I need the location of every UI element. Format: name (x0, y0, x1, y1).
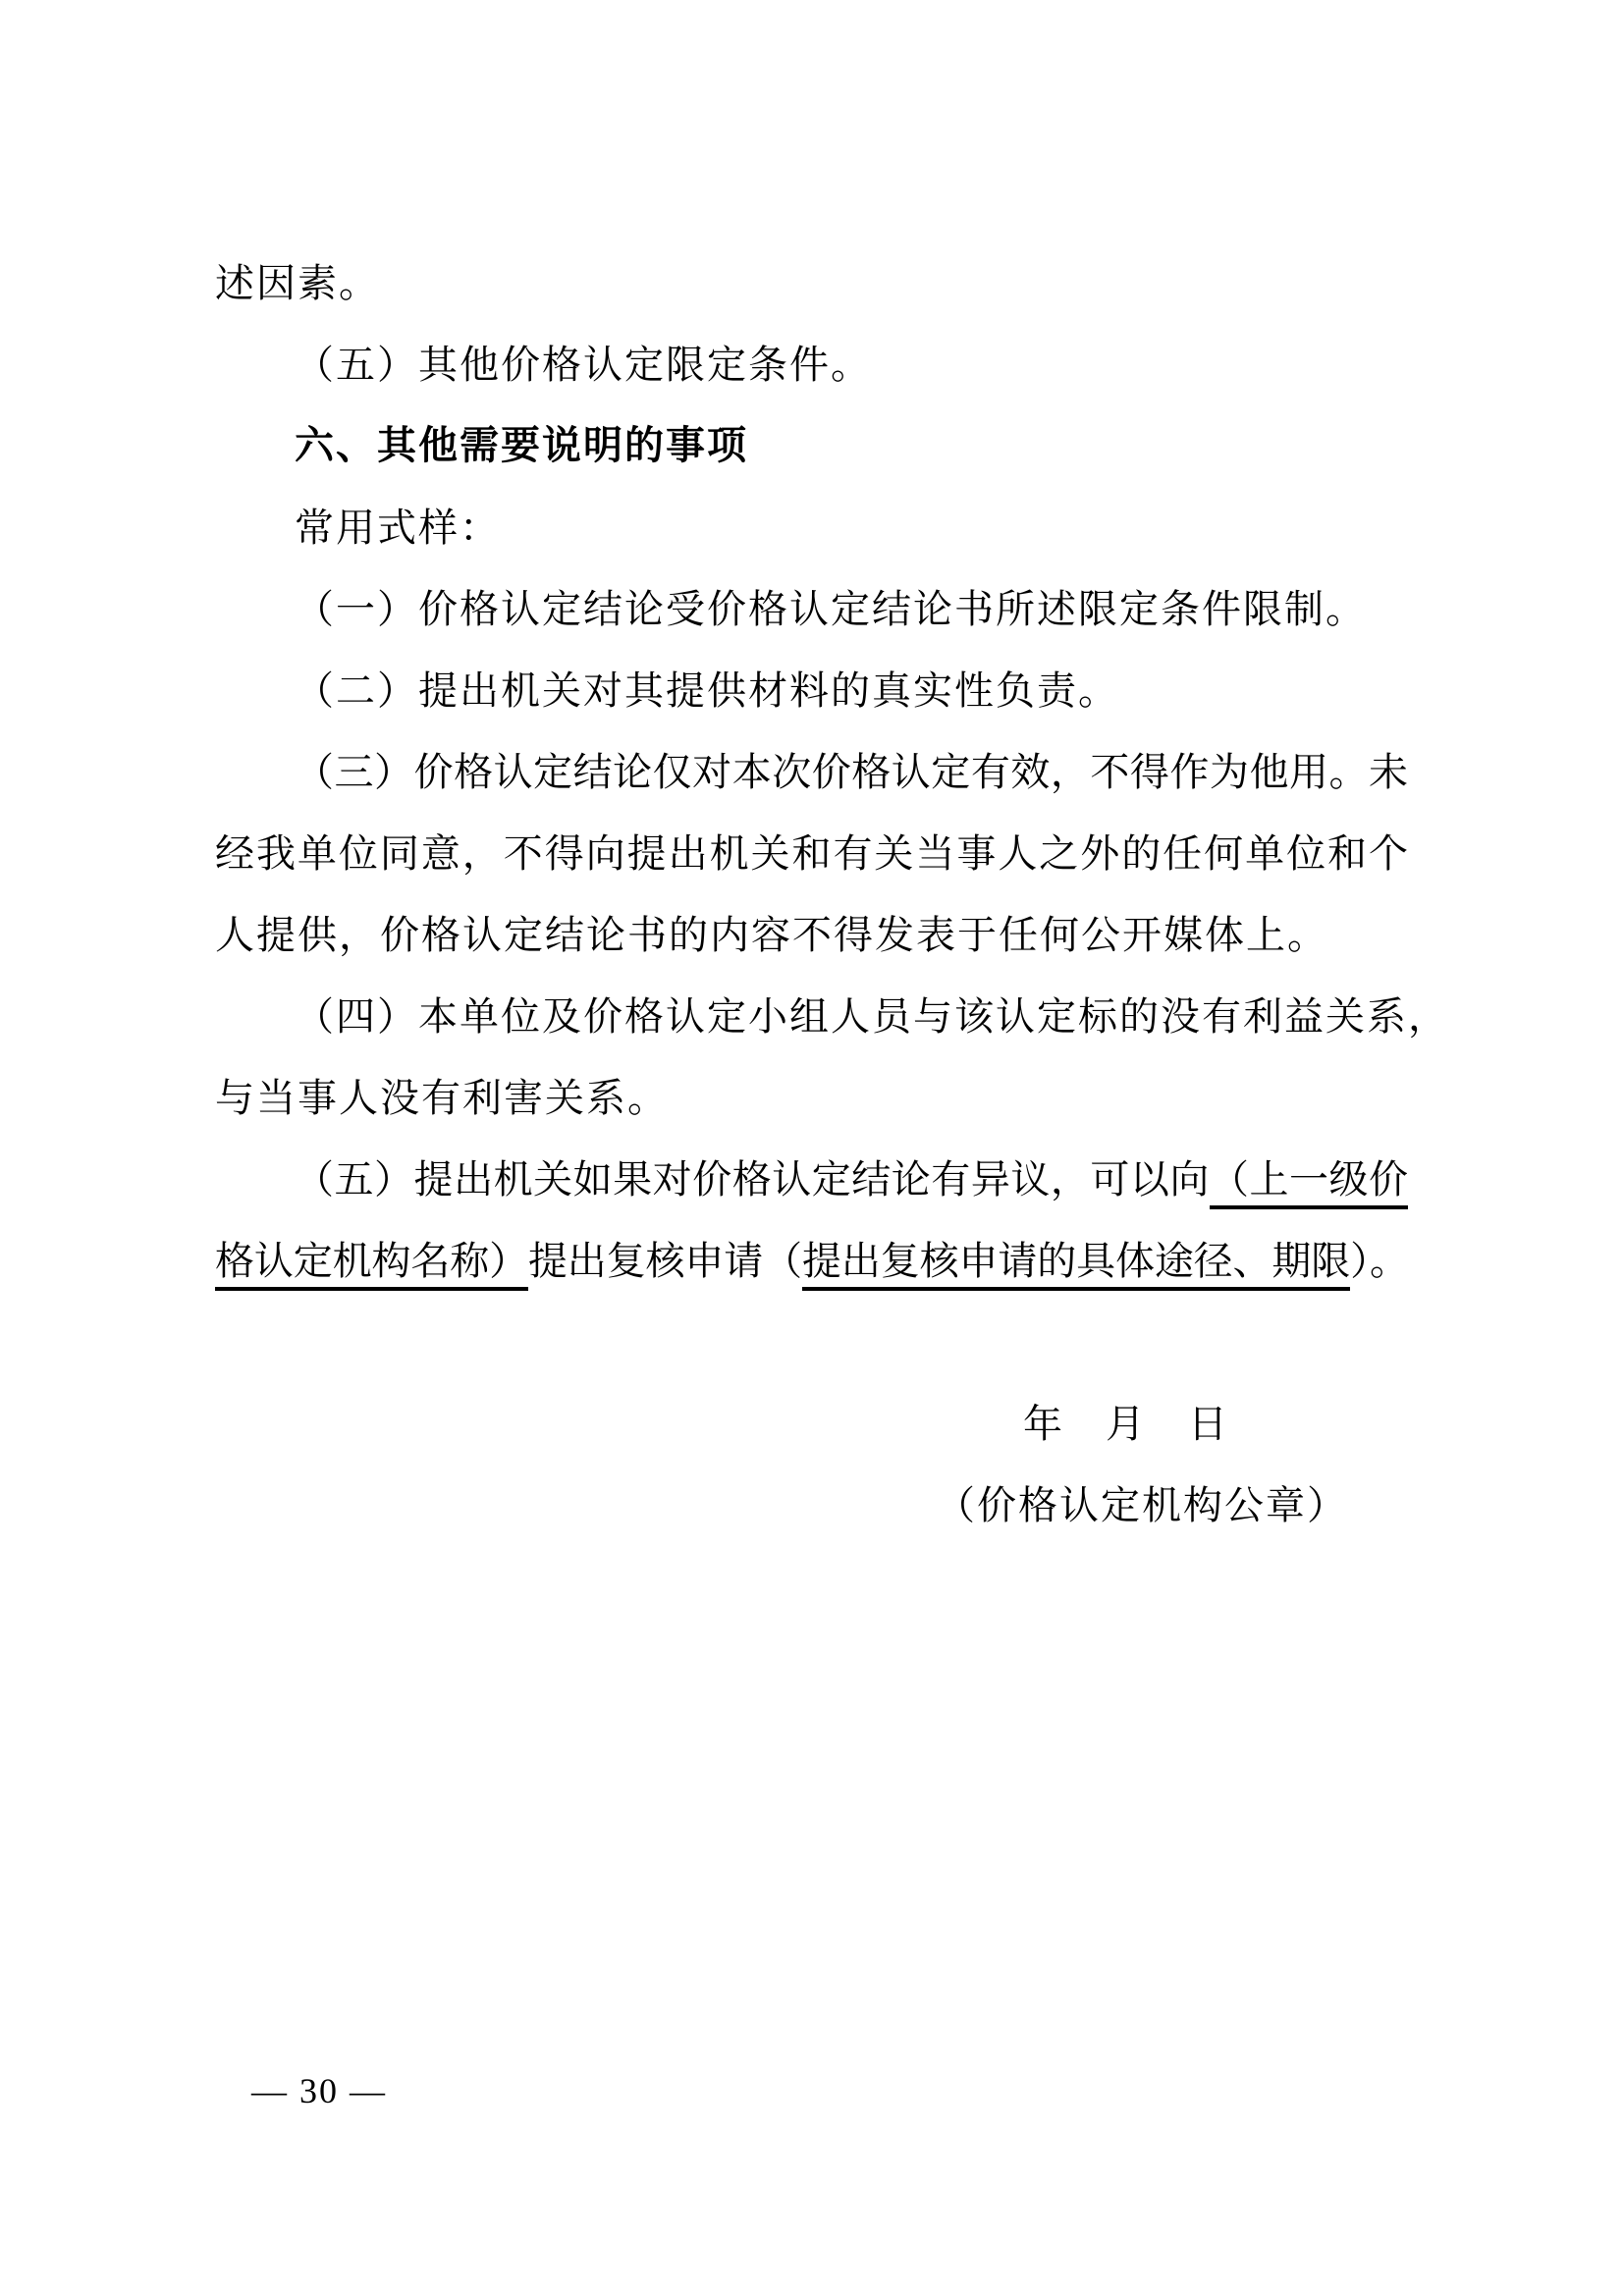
underlined-fill-in-text: 格认定机构名称） (215, 1239, 528, 1291)
text-line (215, 568, 1408, 650)
underlined-fill-in-text: 提出复核申请的具体途径、期限 (802, 1239, 1350, 1291)
text-segment: 与当事人没有利害关系。 (215, 1076, 669, 1120)
page-number: — 30 — (251, 2071, 387, 2110)
section-heading (215, 405, 1408, 487)
text-segment: 六、其他需要说明的事项 (295, 424, 748, 467)
text-segment: ）。 (1350, 1239, 1409, 1283)
signature-seal-line: （价格认定机构公章） (936, 1483, 1348, 1527)
underlined-fill-in-text: （上一级价 (1210, 1157, 1408, 1209)
text-segment: 人提供，价格认定结论书的内容不得发表于任何公开媒体上。 (215, 913, 1328, 957)
text-line (215, 1220, 1408, 1302)
text-segment: 提出复核申请（ (527, 1239, 803, 1283)
text-segment: （二）提出机关对其提供材料的真实性负责。 (295, 668, 1119, 713)
text-line (215, 650, 1408, 731)
text-segment: （四）本单位及价格认定小组人员与该认定标的没有利益关系， (295, 994, 1449, 1039)
document-body (215, 242, 1449, 1546)
text-segment: 述因素。 (215, 261, 380, 305)
text-segment: （三）价格认定结论仅对本次价格认定有效，不得作为他用。未 (295, 750, 1408, 794)
text-segment: （五）提出机关如果对价格认定结论有异议，可以向 (295, 1157, 1210, 1201)
text-line (215, 813, 1408, 894)
text-line (215, 242, 1408, 324)
text-line (215, 731, 1408, 813)
text-segment: （一）价格认定结论受价格认定结论书所述限定条件限制。 (295, 587, 1367, 631)
paragraph-lines (215, 242, 1449, 1302)
text-segment: 常用式样： (295, 506, 501, 550)
text-segment: （五）其他价格认定限定条件。 (295, 343, 872, 387)
text-line (215, 324, 1408, 405)
text-segment: 经我单位同意，不得向提出机关和有关当事人之外的任何单位和个 (215, 831, 1408, 876)
signature-date-line: 年 月 日 (1023, 1402, 1229, 1446)
text-line (215, 976, 1449, 1057)
text-line (215, 1139, 1408, 1220)
text-line (215, 1057, 1408, 1139)
text-line (215, 894, 1408, 976)
text-line (215, 487, 1408, 568)
